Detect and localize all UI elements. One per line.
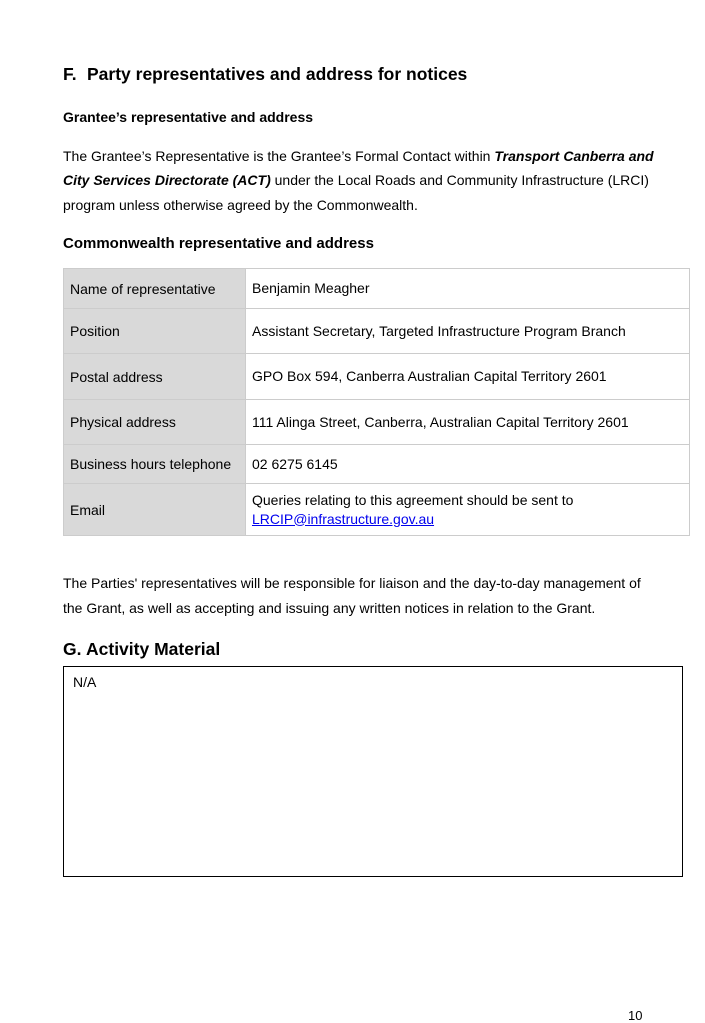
email-text: Queries relating to this agreement should be sent to bbox=[252, 491, 574, 508]
grantee-para-emphasis: Transport Canberra and City Services Directorate (ACT) bbox=[63, 147, 654, 188]
grantee-subheading: Grantee’s representative and address bbox=[63, 109, 314, 125]
activity-material-box bbox=[63, 666, 683, 877]
table-row-email bbox=[64, 484, 690, 536]
position-label: Position bbox=[64, 309, 246, 354]
phone-label: Business hours telephone bbox=[64, 445, 246, 484]
email-value bbox=[246, 484, 690, 536]
section-g-title: Activity Material bbox=[86, 639, 221, 659]
physical-label: Physical address bbox=[64, 400, 246, 445]
phone-value: 02 6275 6145 bbox=[246, 445, 690, 484]
section-f-title: Party representatives and address for notices bbox=[87, 64, 468, 84]
table-row-physical bbox=[64, 400, 690, 445]
grantee-para-part1: The Grantee’s Representative is the Grantee’s Formal Contact within bbox=[63, 147, 495, 164]
email-link[interactable]: LRCIP@infrastructure.gov.au bbox=[252, 510, 435, 527]
section-f-letter: F. bbox=[63, 64, 77, 84]
page-number: 10 bbox=[628, 1008, 643, 1023]
activity-material-content: N/A bbox=[73, 674, 97, 690]
section-f-heading bbox=[63, 64, 467, 85]
postal-value: GPO Box 594, Canberra Australian Capital Territory 2601 bbox=[246, 354, 690, 400]
postal-label: Postal address bbox=[64, 354, 246, 400]
physical-value: 111 Alinga Street, Canberra, Australian Capital Territory 2601 bbox=[246, 400, 690, 445]
closing-paragraph: The Parties' representatives will be responsible for liaison and the day-to-day management of the Grant, as well as accepting and issuing any written notices in relation to the Grant. bbox=[63, 575, 641, 616]
grantee-para-part2: under the Local Roads and Community Infrastructure (LRCI) program unless otherwise agreed by the Commonwealth. bbox=[63, 172, 649, 213]
position-value: Assistant Secretary, Targeted Infrastructure Program Branch bbox=[246, 309, 690, 354]
table-row-postal bbox=[64, 354, 690, 400]
section-g-heading bbox=[63, 639, 220, 660]
name-value: Benjamin Meagher bbox=[246, 269, 690, 309]
name-label: Name of representative bbox=[64, 269, 246, 309]
table-row-phone bbox=[64, 445, 690, 484]
table-row-position bbox=[64, 309, 690, 354]
representative-table bbox=[63, 268, 690, 536]
email-label: Email bbox=[64, 484, 246, 536]
section-g-letter: G. bbox=[63, 639, 82, 659]
grantee-paragraph bbox=[63, 144, 663, 218]
commonwealth-subheading: Commonwealth representative and address bbox=[63, 235, 374, 252]
table-row-name bbox=[64, 269, 690, 309]
